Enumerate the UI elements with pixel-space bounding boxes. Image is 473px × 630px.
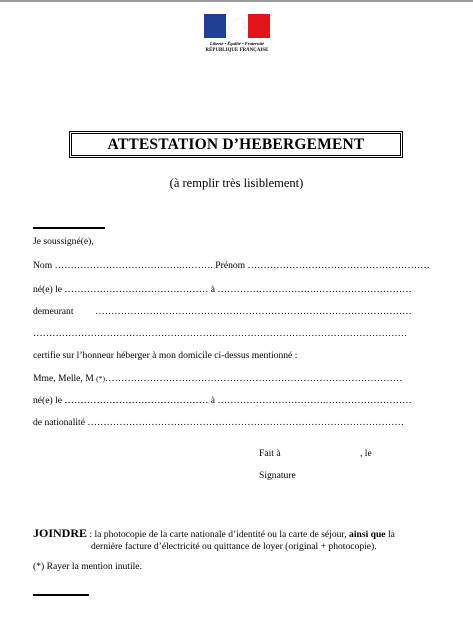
joindre-text-2: la [385,529,395,540]
nom-field[interactable]: ………………………………….………. [54,260,216,271]
joindre-ainsi-que: ainsi que [349,529,386,540]
demeurant-field[interactable]: ……………………………………………………………………………………… [95,306,412,317]
section-rule-top [33,227,105,229]
section-rule-bottom [33,594,89,596]
certifie-line [33,350,445,362]
nationalite-label: de nationalité [33,417,85,428]
signature-label: Signature [259,470,296,481]
adresse-suite-field[interactable]: ……………………………………………………………………………………………………… [33,328,408,339]
nationalite-line [33,417,445,429]
ne2-le-label: né(e) le [33,395,63,406]
document-title: ATTESTATION D’HEBERGEMENT [107,135,365,153]
heberge-nom-field[interactable]: ………………………………………………………………………………… [105,373,403,384]
fait-a-label: Fait à [259,448,281,459]
mme-asterisk: (*) [96,374,106,383]
title-box [69,131,403,158]
a-label: à [208,284,218,295]
ne-le-field[interactable]: ……………………………………… [62,284,209,295]
joindre-line-2: dernière facture d’électricité ou quittance de loyer (original + photocopie). [91,541,377,552]
mme-label: Mme, Melle, M [33,373,97,384]
nom-label: Nom [33,260,53,271]
rayer-note: (*) Rayer la mention inutile. [33,561,142,572]
prenom-label: Prénom [215,260,246,271]
soussigne-line [33,236,445,248]
republic-motto: Liberté • Égalité • Fraternité [209,41,265,46]
naissance-line [33,284,445,296]
joindre-text-1: : la photocopie de la carte nationale d’identité ou la carte de séjour, [87,529,350,540]
nom-prenom-line [33,260,445,272]
joindre-block [33,527,453,553]
demeurant-label: demeurant [33,306,74,317]
prenom-field[interactable]: ………………………………………………… [245,260,430,271]
lieu-naissance-field[interactable]: ………………………….………………………… [217,284,412,295]
adresse-suite-line [33,328,445,340]
tricolor-flag-icon [204,14,270,38]
demeurant-line [33,306,445,318]
lieu2-naissance-field[interactable]: …………………………….……………………… [217,395,412,406]
heberge-line [33,373,445,385]
nationalite-field[interactable]: ……………………………………………………………………………………… [84,417,404,428]
marianne-logo [201,14,273,58]
heberge-naissance-line [33,395,445,407]
certifie-text: certifie sur l’honneur héberger à mon domicile ci-dessus mentionné : [33,350,298,361]
ne-le-label: né(e) le [33,284,63,295]
document-subtitle: (à remplir très lisiblement) [169,176,304,190]
marianne-profile-icon [218,16,254,38]
republique-francaise-label: RÉPUBLIQUE FRANÇAISE [205,48,269,53]
le-label: , le [360,448,372,459]
soussigne-label: Je soussigné(e), [33,236,94,247]
note-line [33,561,445,573]
ne2-le-field[interactable]: ……………………………………… [62,395,209,406]
top-rule [0,0,473,2]
a2-label: à [208,395,218,406]
joindre-label: JOINDRE [33,526,88,540]
